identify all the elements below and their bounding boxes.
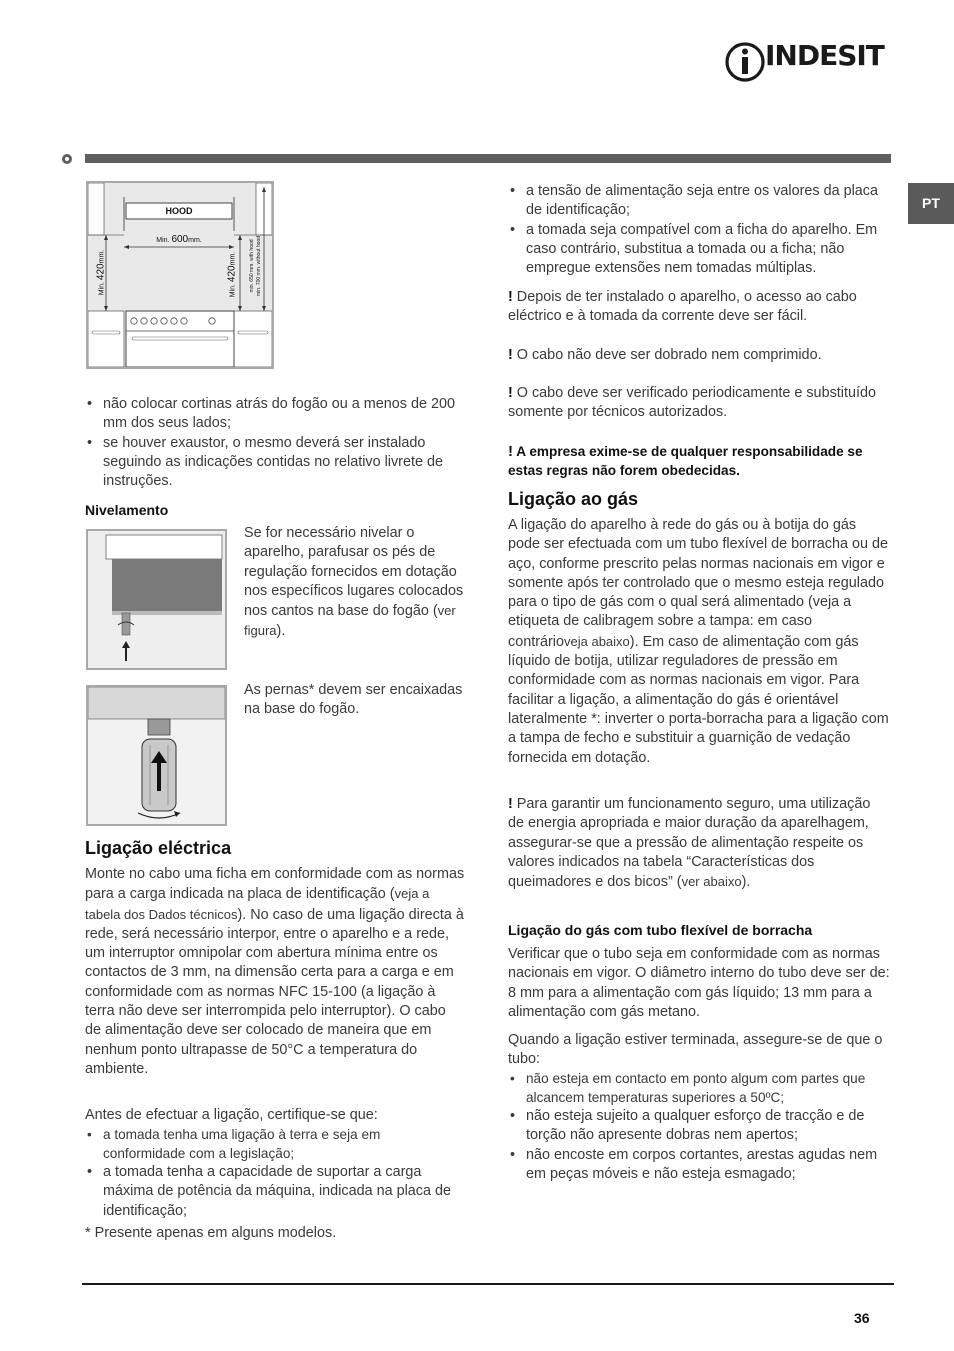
- min-width-value: 600: [171, 234, 189, 245]
- gas-paragraph: [508, 516, 890, 768]
- electrica-text-a: Monte no cabo uma ficha em conformidade com as normas para a carga indicada na placa de identificação (: [85, 866, 465, 903]
- warning-cable-bend: [508, 346, 890, 365]
- footer-divider: [82, 1283, 894, 1285]
- ligacao-electrica-heading: Ligação eléctrica: [85, 838, 232, 858]
- footnote: * Presente apenas em alguns modelos.: [85, 1225, 337, 1241]
- see-figure-ref: ver figura: [244, 603, 456, 639]
- levelling-figure: [86, 529, 227, 670]
- warning-cable-check: [508, 384, 890, 423]
- ligacao-gas-heading: Ligação ao gás: [508, 489, 639, 509]
- gas-text-b: ). Em caso de alimentação com gás líquido de botija, utilizar reguladores de pressão em conformidade com as normas nacionais em vigor. Para facilitar a ligação, a alimentação do gás é orientável lateralmente *: inverter o porta-borracha para a ligação com a tampa de fecho e substituir a guarnição de vedação fornecida em dotação.: [508, 633, 889, 766]
- clearance-bullet-list: [85, 395, 463, 491]
- brand-name: INDESIT: [765, 39, 884, 72]
- warning-text: O cabo deve ser verificado periodicamente e substituído somente por técnicos autorizados.: [508, 385, 876, 421]
- right-height-value: 420: [226, 265, 238, 283]
- see-below-ref: ver abaixo: [681, 874, 742, 890]
- language-tab: PT: [908, 183, 954, 224]
- left-height-prefix: Min.: [98, 282, 106, 296]
- left-height-unit: mm.: [98, 249, 106, 264]
- tubo-flexivel-heading: Ligação do gás com tubo flexível de borracha: [508, 922, 813, 938]
- see-below-ref: veja abaixo: [564, 633, 630, 649]
- header-divider: [85, 154, 891, 163]
- gas-warning-text-b: ).: [741, 874, 751, 891]
- technical-data-ref: veja a tabela dos Dados técnicos: [85, 886, 430, 922]
- nivelamento-body: Se for necessário nivelar o aparelho, parafusar os pés de regulação fornecidos em dotação nos específicos lugares colocados nos cantos na base do fogão (: [244, 525, 464, 620]
- left-height-value: 420: [95, 263, 107, 281]
- list-item: • não encoste em corpos cortantes, arestas agudas nem em peças móveis e não esteja esmagado;: [508, 1146, 888, 1185]
- hood-clearance-figure: [86, 181, 274, 369]
- list-item: • a tomada seja compatível com a ficha do aparelho. Em caso contrário, substitua a tomada ou a ficha; não empregue extensões nem tomadas múltiplas.: [508, 221, 888, 279]
- list-item: • não esteja sujeito a qualquer esforço de tracção e de torção não apresente dobras nem apertos;: [508, 1107, 888, 1146]
- nivelamento-end: ).: [276, 623, 286, 640]
- right-height-prefix: Min.: [229, 284, 237, 298]
- electrica-checklist-intro: Antes de efectuar a ligação, certifique-se que:: [85, 1107, 378, 1123]
- warning-text: Depois de ter instalado o aparelho, o acesso ao cabo eléctrico e à tomada da corrente deve ser fácil.: [508, 289, 857, 325]
- warning-mark-icon: !: [508, 796, 513, 812]
- nivelamento-heading: Nivelamento: [85, 502, 169, 518]
- list-item: • a tensão de alimentação seja entre os valores da placa de identificação;: [508, 182, 888, 221]
- warning-mark-icon: !: [508, 385, 513, 401]
- min-width-label: [144, 235, 214, 246]
- indesit-i-logo-icon: [725, 40, 765, 84]
- warning-liability: [508, 442, 890, 480]
- warning-cable-access: [508, 288, 890, 327]
- left-height-label: [97, 243, 108, 303]
- warning-text: O cabo não deve ser dobrado nem comprimido.: [516, 347, 822, 363]
- gas-pressure-warning: [508, 795, 890, 892]
- legs-figure: [86, 685, 227, 826]
- list-item: • a tomada tenha uma ligação à terra e seja em conformidade com a legislação;: [85, 1126, 463, 1163]
- hood-label: HOOD: [165, 206, 193, 216]
- tubo-checklist: [508, 1070, 888, 1184]
- electrica-checklist: [85, 1126, 463, 1221]
- pernas-text: As pernas* devem ser encaixadas na base do fogão.: [244, 682, 463, 718]
- levelling-diagram: [88, 531, 225, 668]
- list-item: • se houver exaustor, o mesmo deverá ser instalado seguindo as indicações contidas no relativo livrete de instruções.: [85, 434, 463, 492]
- list-item: • não colocar cortinas atrás do fogão ou a menos de 200 mm dos seus lados;: [85, 395, 463, 434]
- tubo-checklist-intro: Quando a ligação estiver terminada, assegure-se de que o tubo:: [508, 1032, 883, 1068]
- supply-bullet-list: [508, 182, 888, 278]
- electrica-paragraph: [85, 865, 465, 1079]
- right-height-label: [228, 245, 239, 305]
- warning-mark-icon: !: [508, 289, 513, 305]
- page-number: 36: [854, 1310, 870, 1326]
- legs-diagram: [88, 687, 225, 824]
- electrica-text-b: ). No caso de uma ligação directa à rede, será necessário interpor, entre o aparelho e a rede, um interruptor omnipolar com abertura mínima entre os contactos de 3 mm, na dimensão certa para a carga e em conformidade com as normas NFC 15-100 (a ligação à terra não deve ser interrompida pelo interruptor). O cabo de alimentação deve ser colocado de maneira que em nenhum ponto ultrapasse de 50°C a temperatura do ambiente.: [85, 906, 464, 1077]
- gas-text-a: A ligação do aparelho à rede do gás ou à botija do gás pode ser efectuada com um tubo flexível de borracha ou de aço, conforme prescrito pelas normas nacionais em vigor e somente após ter controlado que o mesmo esteja regulado para o tipo de gás com o qual será alimentado (veja a etiqueta de calibragem sobre a tampa: em caso contrário: [508, 517, 888, 650]
- right-height-unit: mm.: [229, 251, 237, 266]
- warning-text: A empresa exime-se de qualquer responsabilidade se estas regras não forem obedecidas.: [508, 444, 863, 478]
- header-bullet: [62, 154, 72, 164]
- warning-mark-icon: !: [508, 347, 513, 363]
- list-item: • a tomada tenha a capacidade de suportar a carga máxima de potência da máquina, indicada na placa de identificação;: [85, 1163, 463, 1221]
- with-hood-label: min. 650 mm. with hood: [249, 239, 255, 293]
- min-width-prefix: Min.: [156, 237, 170, 244]
- nivelamento-text: [244, 524, 464, 642]
- tubo-paragraph: Verificar que o tubo seja em conformidade com as normas nacionais em vigor. O diâmetro interno do tubo deve ser de: 8 mm para a alimentação com gás líquido; 13 mm para a alimentação com gás metano.: [508, 946, 890, 1020]
- without-hood-label: min. 700 mm. without hood: [256, 235, 262, 297]
- min-width-unit: mm.: [188, 237, 202, 244]
- warning-mark-icon: !: [508, 443, 513, 460]
- indesit-logo: [725, 39, 884, 84]
- gas-warning-text-a: Para garantir um funcionamento seguro, uma utilização de energia apropriada e maior duração da aparelhagem, assegurar-se que a pressão de alimentação respeite os valores indicados na tabela “Características dos queimadores e dos bicos” (: [508, 796, 871, 891]
- list-item: • não esteja em contacto em ponto algum com partes que alcancem temperaturas superiores a 50ºC;: [508, 1070, 888, 1107]
